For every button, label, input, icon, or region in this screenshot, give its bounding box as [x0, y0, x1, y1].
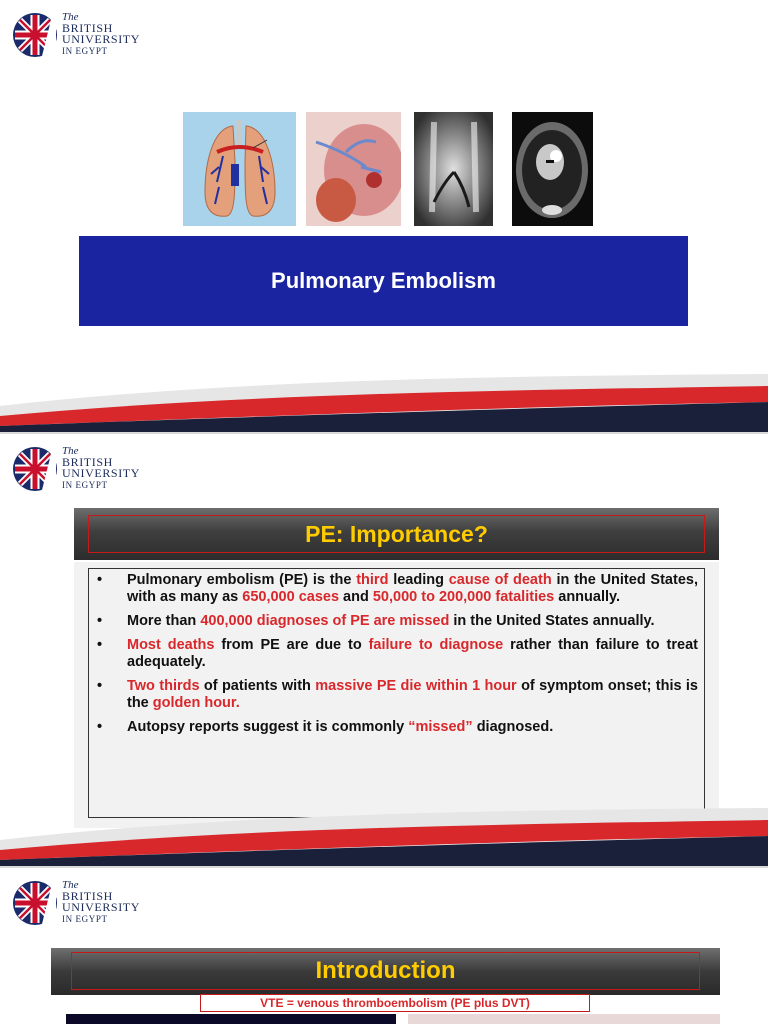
lung-cross-section-image — [306, 112, 401, 226]
logo-the: The — [62, 11, 79, 23]
logo-the: The — [62, 445, 79, 457]
slide-3-right-image — [408, 1014, 720, 1024]
university-logo — [12, 446, 162, 496]
bullet-item — [95, 572, 698, 606]
highlight-text: Most deaths — [127, 637, 215, 653]
slide-2 — [0, 434, 768, 866]
highlight-text: golden hour. — [152, 695, 240, 711]
highlight-text: third — [356, 572, 389, 588]
highlight-text: 400,000 diagnoses of PE are missed — [200, 613, 450, 629]
bullet-text: More than — [127, 613, 201, 629]
bullet-text: of symptom onset; this is the — [127, 678, 698, 711]
logo-line-2: UNIVERSITY — [62, 32, 140, 46]
bullet-text: annually. — [554, 589, 621, 605]
logo-line-1: BRITISH — [62, 21, 113, 35]
logo-line-1: BRITISH — [62, 455, 113, 469]
bullet-text: in the United States, with as many as — [127, 572, 698, 605]
ct-scan-image — [512, 112, 593, 226]
highlight-text: Two thirds — [127, 678, 200, 694]
bullet-text: leading — [388, 572, 449, 588]
slide-1 — [0, 0, 768, 432]
highlight-text: cause of death — [448, 572, 552, 588]
bullet-text: Autopsy reports suggest it is commonly — [127, 719, 409, 735]
highlight-text: “missed” — [408, 719, 473, 735]
illustration-strip — [183, 112, 593, 226]
highlight-text: massive PE die within 1 hour — [315, 678, 517, 694]
slide-3 — [0, 868, 768, 1024]
bullet-text: rather than failure to treat adequately. — [127, 637, 698, 670]
logo-the: The — [62, 879, 79, 891]
slide-3-title: Introduction — [315, 957, 456, 984]
slide-3-title-bar — [51, 948, 720, 995]
chest-xray-image — [414, 112, 493, 226]
logo-line-3: IN EGYPT — [62, 914, 108, 924]
highlight-text: 650,000 cases — [242, 589, 340, 605]
bullet-item — [95, 678, 698, 712]
slide-1-title: Pulmonary Embolism — [271, 268, 496, 293]
bullet-text: Pulmonary embolism (PE) is the — [127, 572, 357, 588]
bullet-list — [88, 568, 705, 818]
bullet-item — [95, 719, 698, 736]
bullet-text: and — [339, 589, 373, 605]
footer-swoosh — [0, 806, 768, 866]
logo-line-1: BRITISH — [62, 889, 113, 903]
university-logo — [12, 880, 162, 930]
bullet-text: in the United States annually. — [449, 613, 655, 629]
slide-3-subtitle: VTE = venous thromboembolism (PE plus DVT) — [200, 994, 590, 1012]
importance-content-box — [74, 562, 719, 828]
slide-2-title: PE: Importance? — [305, 520, 488, 547]
bullet-item — [95, 637, 698, 671]
logo-line-2: UNIVERSITY — [62, 466, 140, 480]
union-jack-shield-icon — [12, 12, 58, 58]
logo-line-3: IN EGYPT — [62, 46, 108, 56]
footer-swoosh — [0, 372, 768, 432]
logo-line-3: IN EGYPT — [62, 480, 108, 490]
union-jack-shield-icon — [12, 880, 58, 926]
slide-3-left-image — [66, 1014, 396, 1024]
bullet-item — [95, 613, 698, 630]
highlight-text: failure to diagnose — [368, 637, 504, 653]
bullet-text: from PE are due to — [214, 637, 369, 653]
university-logo — [12, 12, 162, 62]
title-banner — [79, 236, 688, 326]
lungs-diagram-image — [183, 112, 296, 226]
highlight-text: 50,000 to 200,000 fatalities — [372, 589, 555, 605]
union-jack-shield-icon — [12, 446, 58, 492]
logo-line-2: UNIVERSITY — [62, 900, 140, 914]
bullet-text: of patients with — [199, 678, 316, 694]
slide-2-title-bar — [74, 508, 719, 560]
bullet-text: diagnosed. — [472, 719, 554, 735]
